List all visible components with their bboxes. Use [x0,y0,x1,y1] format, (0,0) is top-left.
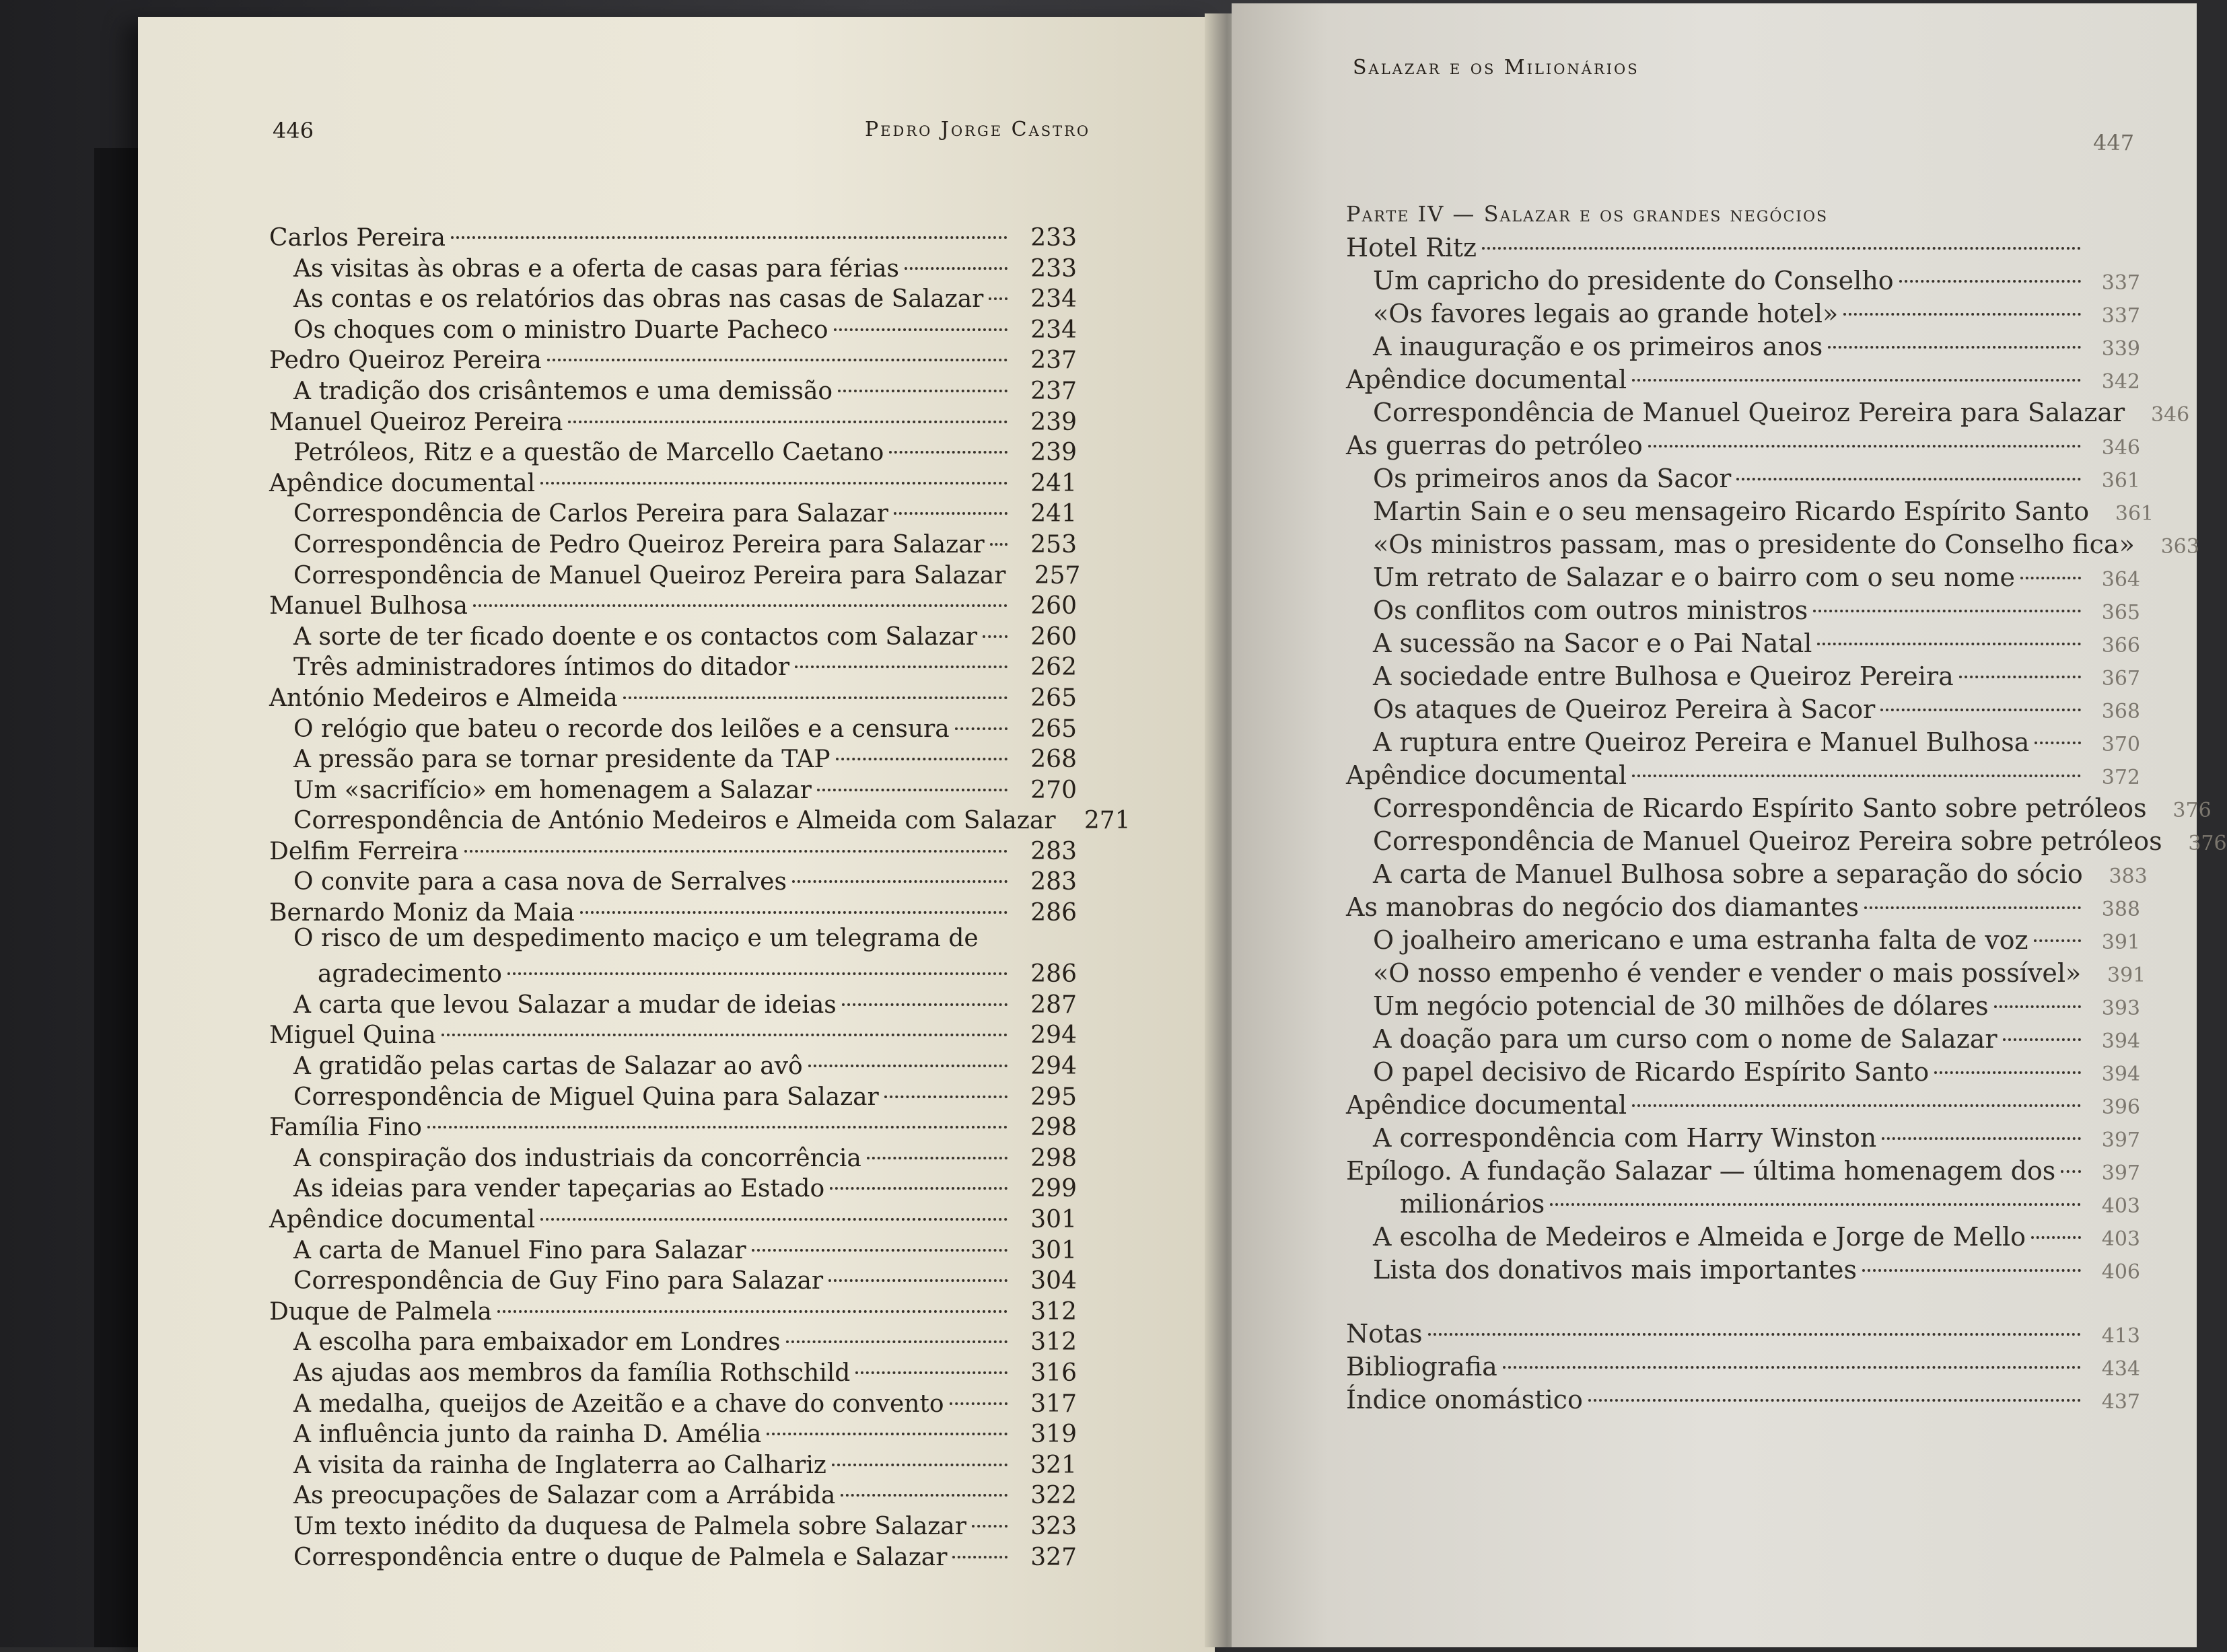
toc-entry-page: 283 [1030,837,1077,865]
toc-entry-page: 342 [2101,370,2140,394]
toc-entry [1346,460,2140,493]
toc-entry-page: 233 [1030,224,1077,252]
toc-entry [269,250,1077,281]
toc-entry-title: agradecimento [318,960,502,989]
toc-entry-title: Um capricho do presidente do Conselho [1373,266,1894,295]
toc-entry-title: As preocupações de Salazar com a Arrábida [293,1482,836,1510]
toc-entry-page: 406 [2101,1260,2140,1284]
toc-entry [1346,361,2140,394]
toc-leader-dots [841,1470,1008,1497]
toc-leader-dots [464,826,1008,853]
toc-entry-title: Carlos Pereira [269,224,446,252]
toc-entry-title: Manuel Queiroz Pereira [269,408,563,436]
toc-entry-page: 368 [2101,700,2140,723]
toc-entry-title: A correspondência com Harry Winston [1373,1123,1877,1153]
toc-entry-title: A pressão para se tornar presidente da TAP [293,746,830,774]
toc-leader-dots [792,856,1008,883]
part-heading: Parte IV — Salazar e os grandes negócios [1346,201,1829,227]
toc-entry-page: 437 [2101,1390,2140,1414]
toc-entry-page: 366 [2101,634,2140,657]
toc-entry-title: Índice onomástico [1346,1385,1583,1414]
toc-entry-title: A conspiração dos industriais da concorrência [293,1144,861,1172]
toc-leader-dots [441,1009,1008,1036]
toc-entry-page: 370 [2101,733,2140,756]
toc-leader-dots [473,580,1008,607]
toc-entry-title: A escolha de Medeiros e Almeida e Jorge de Mello [1373,1222,2026,1252]
toc-leader-dots [786,1316,1008,1343]
toc-entry-title: Bibliografia [1346,1352,1497,1381]
toc-leader-dots [834,304,1008,331]
toc-entry-title: O convite para a casa nova de Serralves [293,868,787,896]
toc-leader-dots [830,1163,1008,1190]
toc-entry [1346,922,2140,955]
toc-entry-page: 239 [1030,439,1077,467]
toc-entry-title: As contas e os relatórios das obras nas casas de Salazar [293,285,984,314]
toc-leader-dots [1899,256,2081,283]
toc-entry-title: Os primeiros anos da Sacor [1373,464,1732,493]
toc-entry-title: A ruptura entre Queiroz Pereira e Manuel Bulhosa [1373,727,2030,757]
toc-entry [1346,493,2154,526]
toc-entry-title: «Os favores legais ao grande hotel» [1373,299,1839,328]
left-page-number: 446 [273,118,314,143]
toc-leader-dots [1959,651,2081,678]
toc-entry [269,1476,1077,1510]
toc-leader-dots [451,212,1008,239]
toc-entry-title: Correspondência de Ricardo Espírito Santo sobre petróleos [1373,793,2147,823]
toc-leader-dots [623,672,1008,699]
toc-entry-page: 234 [1030,285,1077,314]
toc-leader-dots [507,948,1008,975]
toc-leader-dots [752,1225,1008,1252]
toc-leader-dots [952,1532,1008,1558]
toc-entry-page: 388 [2101,898,2140,921]
toc-entry-title: Correspondência de Guy Fino para Salazar [293,1267,824,1295]
toc-entry-page: 383 [2109,865,2148,888]
toc-entry-title: A carta que levou Salazar a mudar de ideias [293,991,837,1019]
toc-entry-page: 265 [1030,715,1077,743]
toc-entry-page: 271 [1084,807,1131,835]
toc-entry-title: O risco de um despedimento maciço e um telegrama de [293,924,979,952]
toc-entry-title: Um negócio potencial de 30 milhões de dólares [1373,991,1989,1021]
toc-leader-dots [1736,454,2081,480]
toc-leader-dots [2020,552,2081,579]
toc-entry-title: A sorte de ter ficado doente e os contactos com Salazar [293,622,978,651]
toc-entry-page: 298 [1030,1144,1077,1172]
toc-leader-dots [497,1286,1008,1313]
toc-entry-page: 270 [1030,776,1077,804]
toc-entry-page: 397 [2101,1128,2140,1152]
toc-entry-page: 294 [1030,1052,1077,1081]
toc-entry-page: 237 [1030,347,1077,375]
toc-entry [1346,1252,2140,1285]
toc-entry-title: As ajudas aos membros da família Rothschild [293,1359,851,1387]
toc-entry-page: 253 [1030,530,1077,559]
toc-entry [1346,889,2140,922]
toc-entry-page: 262 [1030,653,1077,682]
toc-entry-title: milionários [1400,1189,1545,1219]
toc-entry [269,894,1077,925]
toc-entry [1346,790,2212,823]
toc-entry-title: A gratidão pelas cartas de Salazar ao avô [293,1052,803,1081]
book-edge-shadow [94,148,145,1647]
toc-leader-dots [808,1040,1008,1067]
toc-leader-dots [828,1255,1008,1282]
toc-entry [269,495,1077,526]
toc-leader-dots [836,733,1008,760]
toc-entry-title: Apêndice documental [1346,365,1627,394]
toc-entry [1346,1381,2140,1414]
toc-leader-dots [568,396,1008,423]
toc-entry-title: Correspondência de Manuel Queiroz Pereira para Salazar [1373,398,2125,427]
toc-leader-dots [1817,618,2081,645]
toc-entry-page: 241 [1030,500,1077,528]
left-page [138,17,1215,1652]
toc-entry-title: Correspondência de Manuel Queiroz Pereira para Salazar [293,561,1006,589]
toc-entry-page: 346 [2101,436,2140,460]
toc-leader-dots [972,1501,1008,1528]
right-page [1232,3,2227,1647]
toc-entry-page: 301 [1030,1236,1077,1264]
toc-entry-page: 339 [2101,337,2140,361]
toc-entry-page: 346 [2150,403,2190,427]
toc-leader-dots [817,764,1008,791]
toc-entry-title: As manobras do negócio dos diamantes [1346,892,1859,922]
toc-entry [269,587,1077,618]
toc-leader-dots [2031,1212,2081,1239]
toc-entry-title: Bernardo Moniz da Maia [269,899,575,927]
toc-entry-title: O relógio que bateu o recorde dos leilões e a censura [293,715,950,743]
toc-entry-title: A medalha, queijos de Azeitão e a chave do convento [293,1390,944,1418]
toc-entry-title: António Medeiros e Almeida [269,684,618,712]
toc-leader-dots [989,273,1008,300]
toc-entry-page: 434 [2101,1357,2140,1381]
toc-entry-page: 312 [1030,1328,1077,1357]
toc-entry-page: 372 [2101,766,2140,789]
toc-entry-title: «O nosso empenho é vender e vender o mais possível» [1373,958,2082,988]
toc-entry-page: 394 [2101,1063,2140,1086]
toc-entry-title: Um texto inédito da duquesa de Palmela sobre Salazar [293,1512,966,1540]
toc-entry-page: 298 [1030,1114,1077,1142]
left-toc-list [269,219,1131,1571]
toc-entry-title: Hotel Ritz [1346,233,1477,262]
toc-entry-title: A visita da rainha de Inglaterra ao Calhariz [293,1451,826,1479]
toc-entry-page: 234 [1030,316,1077,344]
toc-entry [1346,1120,2140,1153]
toc-entry-page: 364 [2101,568,2140,591]
toc-entry-page: 241 [1030,469,1077,497]
toc-leader-dots [2003,1014,2081,1041]
toc-entry-title: «Os ministros passam, mas o presidente do Conselho fica» [1373,530,2135,559]
toc-leader-dots [1503,1342,2081,1369]
toc-entry-page: 233 [1030,254,1077,283]
toc-entry-title: O joalheiro americano e uma estranha falta de voz [1373,925,2028,955]
toc-leader-dots [867,1133,1008,1159]
toc-leader-dots [1882,1113,2081,1140]
toc-entry-title: Os choques com o ministro Duarte Pacheco [293,316,828,344]
toc-entry-page: 283 [1030,868,1077,896]
toc-leader-dots [955,703,1008,730]
toc-leader-dots [983,611,1008,638]
right-toc-list [1346,199,2227,1414]
toc-leader-dots [540,1194,1008,1221]
toc-entry-title: Martin Sain e o seu mensageiro Ricardo Espírito Santo [1373,497,2090,526]
toc-entry-title: A inauguração e os primeiros anos [1373,332,1823,361]
toc-entry-page: 365 [2101,601,2140,624]
toc-leader-dots [1632,1080,2081,1107]
toc-entry-page: 376 [2172,799,2212,822]
toc-leader-dots [1482,223,2081,250]
toc-leader-dots [427,1102,1008,1128]
toc-entry-title: As guerras do petróleo [1346,431,1643,460]
toc-entry-title: Correspondência entre o duque de Palmela e Salazar [293,1543,948,1571]
toc-entry-title: Manuel Bulhosa [269,592,468,620]
toc-entry-page: 265 [1030,684,1077,712]
toc-entry-page: 321 [1030,1451,1077,1479]
toc-leader-dots [1864,882,2081,909]
toc-entry-page: 312 [1030,1297,1077,1326]
toc-entry-title: Apêndice documental [1346,760,1627,790]
toc-entry-page: 403 [2101,1227,2140,1251]
toc-leader-dots [540,458,1008,484]
toc-leader-dots [905,243,1008,270]
toc-entry-title: As ideias para vender tapeçarias ao Estado [293,1175,825,1203]
toc-leader-dots [1588,1375,2081,1402]
toc-entry-page: 299 [1030,1175,1077,1203]
toc-entry [269,771,1077,802]
toc-entry-page: 396 [2101,1096,2140,1119]
toc-entry-title: Correspondência de Pedro Queiroz Pereira para Salazar [293,530,985,559]
toc-leader-dots [1632,750,2081,777]
toc-entry-page: 237 [1030,377,1077,405]
toc-entry-page: 323 [1030,1512,1077,1540]
toc-entry-title: A sucessão na Sacor e o Pai Natal [1373,629,1812,658]
toc-entry-page: 286 [1030,960,1077,989]
toc-leader-dots [1934,1047,2081,1074]
toc-entry-title: Delfim Ferreira [269,837,459,865]
toc-entry-title: A carta de Manuel Bulhosa sobre a separação do sócio [1373,859,2083,889]
toc-entry-title: Correspondência de António Medeiros e Almeida com Salazar [293,807,1056,835]
toc-entry-title: Apêndice documental [1346,1090,1627,1120]
toc-entry-page: 394 [2101,1030,2140,1053]
toc-leader-dots [1813,585,2081,612]
toc-leader-dots [1428,1309,2081,1336]
toc-entry-title: A tradição dos crisântemos e uma demissão [293,377,833,405]
toc-entry-page: 363 [2160,535,2199,559]
toc-entry-page: 287 [1030,991,1077,1019]
toc-entry-title: A carta de Manuel Fino para Salazar [293,1236,746,1264]
toc-entry-title: Epílogo. A fundação Salazar — última homenagem dos [1346,1156,2056,1186]
toc-leader-dots [1828,322,2081,349]
toc-entry-page: 317 [1030,1390,1077,1418]
toc-entry-page: 316 [1030,1359,1077,1387]
toc-leader-dots [1632,355,2081,382]
toc-leader-dots [767,1408,1008,1435]
toc-entry-title: Pedro Queiroz Pereira [269,347,542,375]
toc-entry-title: Miguel Quina [269,1021,436,1050]
toc-leader-dots [889,427,1008,454]
toc-entry-page: 268 [1030,746,1077,774]
toc-entry [269,526,1077,559]
toc-leader-dots [832,1439,1008,1466]
toc-leader-dots [855,1347,1008,1374]
toc-entry [1346,1186,2140,1219]
toc-entry-title: Um retrato de Salazar e o bairro com o seu nome [1373,563,2016,592]
toc-leader-dots [2061,1146,2081,1173]
toc-leader-dots [2034,915,2081,942]
toc-entry-page: 295 [1030,1083,1077,1111]
toc-entry-title: Notas [1346,1319,1423,1349]
toc-entry-title: As visitas às obras e a oferta de casas para férias [293,254,900,283]
toc-entry-page: 322 [1030,1482,1077,1510]
toc-entry-page: 413 [2101,1324,2140,1348]
toc-entry-page: 327 [1030,1543,1077,1571]
toc-entry-title: Os ataques de Queiroz Pereira à Sacor [1373,694,1876,724]
toc-entry-page: 239 [1030,408,1077,436]
toc-entry-page: 391 [2101,931,2140,954]
toc-entry-title: A sociedade entre Bulhosa e Queiroz Pereira [1373,661,1954,691]
toc-entry-page: 301 [1030,1206,1077,1233]
toc-entry-title: A escolha para embaixador em Londres [293,1328,781,1357]
toc-entry-page: 393 [2101,997,2140,1020]
toc-entry-page: 403 [2101,1194,2140,1218]
toc-entry-page: 304 [1030,1267,1077,1295]
toc-leader-dots [795,641,1008,668]
toc-entry-title: Lista dos donativos mais importantes [1373,1255,1857,1285]
toc-entry-page: 337 [2101,271,2140,295]
toc-leader-dots [1550,1179,2081,1206]
toc-entry [1346,823,2227,856]
toc-entry-page: 397 [2101,1161,2140,1185]
toc-entry [1346,757,2140,790]
toc-entry-page: 286 [1030,899,1077,927]
toc-entry-title: A doação para um curso com o nome de Salazar [1373,1024,1998,1054]
toc-entry [1346,691,2140,724]
toc-leader-dots [838,365,1008,392]
toc-entry-page: 361 [2101,469,2140,493]
toc-entry-page: 294 [1030,1021,1077,1050]
toc-entry-title: Apêndice documental [269,1206,536,1233]
toc-leader-dots [842,979,1008,1006]
toc-entry-title: Correspondência de Manuel Queiroz Pereira sobre petróleos [1373,826,2162,856]
toc-leader-dots [1994,981,2081,1008]
toc-leader-dots [1843,289,2081,316]
toc-leader-dots [990,519,1008,546]
toc-entry-title: Os conflitos com outros ministros [1373,596,1808,625]
toc-entry [269,1538,1077,1569]
toc-entry-title: Três administradores íntimos do ditador [293,653,790,682]
right-running-head: Salazar e os Milionários [1353,56,1639,79]
toc-entry-page: 361 [2115,502,2154,526]
toc-entry-title: A influência junto da rainha D. Amélia [293,1421,762,1449]
toc-entry-title: Petróleos, Ritz e a questão de Marcello Caetano [293,439,884,467]
toc-entry-page: 376 [2188,832,2227,855]
toc-entry-title: Duque de Palmela [269,1297,492,1326]
toc-entry-page: 391 [2107,964,2146,987]
toc-entry-title: Um «sacrifício» em homenagem a Salazar [293,776,812,804]
toc-entry-title: Correspondência de Miguel Quina para Salazar [293,1083,879,1111]
toc-leader-dots [894,488,1008,515]
toc-entry-page: 367 [2101,667,2140,690]
toc-entry-title: Apêndice documental [269,469,536,497]
toc-leader-dots [950,1378,1008,1405]
toc-entry-page: 337 [2101,304,2140,328]
left-running-head: Pedro Jorge Castro [865,118,1091,141]
toc-leader-dots [547,334,1008,361]
toc-entry-page: 257 [1034,561,1081,589]
toc-entry-title: O papel decisivo de Ricardo Espírito Santo [1373,1057,1930,1087]
toc-entry-title: Família Fino [269,1114,422,1142]
toc-leader-dots [884,1071,1008,1098]
toc-entry-page: 260 [1030,592,1077,620]
toc-entry-page: 260 [1030,622,1077,651]
toc-leader-dots [1880,684,2081,711]
toc-entry-page: 319 [1030,1421,1077,1449]
toc-leader-dots [2035,717,2081,744]
toc-entry-title: Correspondência de Carlos Pereira para Salazar [293,500,888,528]
toc-leader-dots [1648,421,2081,447]
right-page-number: 447 [2093,130,2135,155]
toc-leader-dots [1862,1245,2081,1272]
toc-leader-dots [580,887,1008,914]
